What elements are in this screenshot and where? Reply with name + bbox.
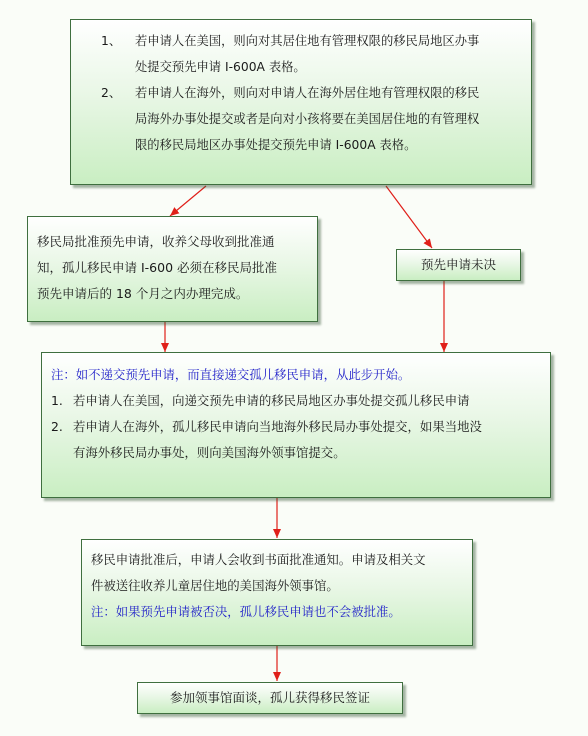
step-box-submit-preliminary — [70, 19, 532, 185]
arrow-box1-to-box2 — [170, 186, 206, 216]
box4-item1 — [51, 388, 550, 414]
box1-item2-text: 若申请人在海外，则向对申请人在海外居住地有管理权限的移民 — [135, 86, 480, 100]
box1-item1-line1 — [101, 28, 531, 54]
arrow-box1-to-box3 — [386, 186, 432, 248]
box4-note: 注：如不递交预先申请，而直接递交孤儿移民申请，从此步开始。 — [51, 367, 411, 382]
step-box-petition-approved — [81, 539, 473, 646]
box1-item2-line2: 局海外办事处提交或者是向对小孩将要在美国居住地的有管理权 — [135, 112, 480, 126]
step-box-orphan-petition — [41, 352, 551, 498]
box1-item2-line1 — [101, 80, 531, 106]
box4-item1-num: 1. — [51, 393, 63, 408]
step-box-preliminary-approved — [27, 216, 318, 322]
box1-item1-num: 1、 — [101, 34, 122, 48]
box4-item2-num: 2. — [51, 419, 63, 434]
box5-line1: 移民申请批准后，申请人会收到书面批准通知。申请及相关文 — [91, 552, 426, 567]
box4-item1-text: 若申请人在美国，向递交预先申请的移民局地区办事处提交孤儿移民申请 — [73, 393, 470, 408]
box1-item2-line3: 限的移民局地区办事处提交预先申请 I-600A 表格。 — [135, 138, 417, 152]
box5-note: 注：如果预先申请被否决，孤儿移民申请也不会被批准。 — [91, 604, 401, 619]
box1-item2-num: 2、 — [101, 86, 122, 100]
box4-item2-line2: 有海外移民局办事处，则向美国海外领事馆提交。 — [73, 445, 346, 460]
box4-item2-line1 — [51, 414, 550, 440]
box3-text: 预先申请未决 — [420, 257, 496, 272]
step-box-preliminary-pending — [396, 249, 521, 281]
box1-item1-line2: 处提交预先申请 I-600A 表格。 — [135, 60, 306, 74]
step-box-consulate-interview — [137, 682, 403, 714]
box2-line1: 移民局批准预先申请，收养父母收到批准通 — [37, 234, 275, 249]
box5-line2: 件被送往收养儿童居住地的美国海外领事馆。 — [91, 578, 339, 593]
box2-line2: 知，孤儿移民申请 I-600 必须在移民局批准 — [37, 260, 278, 275]
box1-item1-text: 若申请人在美国，则向对其居住地有管理权限的移民局地区办事 — [135, 34, 480, 48]
box4-item2-text: 若申请人在海外，孤儿移民申请向当地海外移民局办事处提交，如果当地没 — [73, 419, 482, 434]
box2-line3: 预先申请后的 18 个月之内办理完成。 — [37, 286, 249, 301]
box6-text: 参加领事馆面谈，孤儿获得移民签证 — [169, 690, 370, 705]
